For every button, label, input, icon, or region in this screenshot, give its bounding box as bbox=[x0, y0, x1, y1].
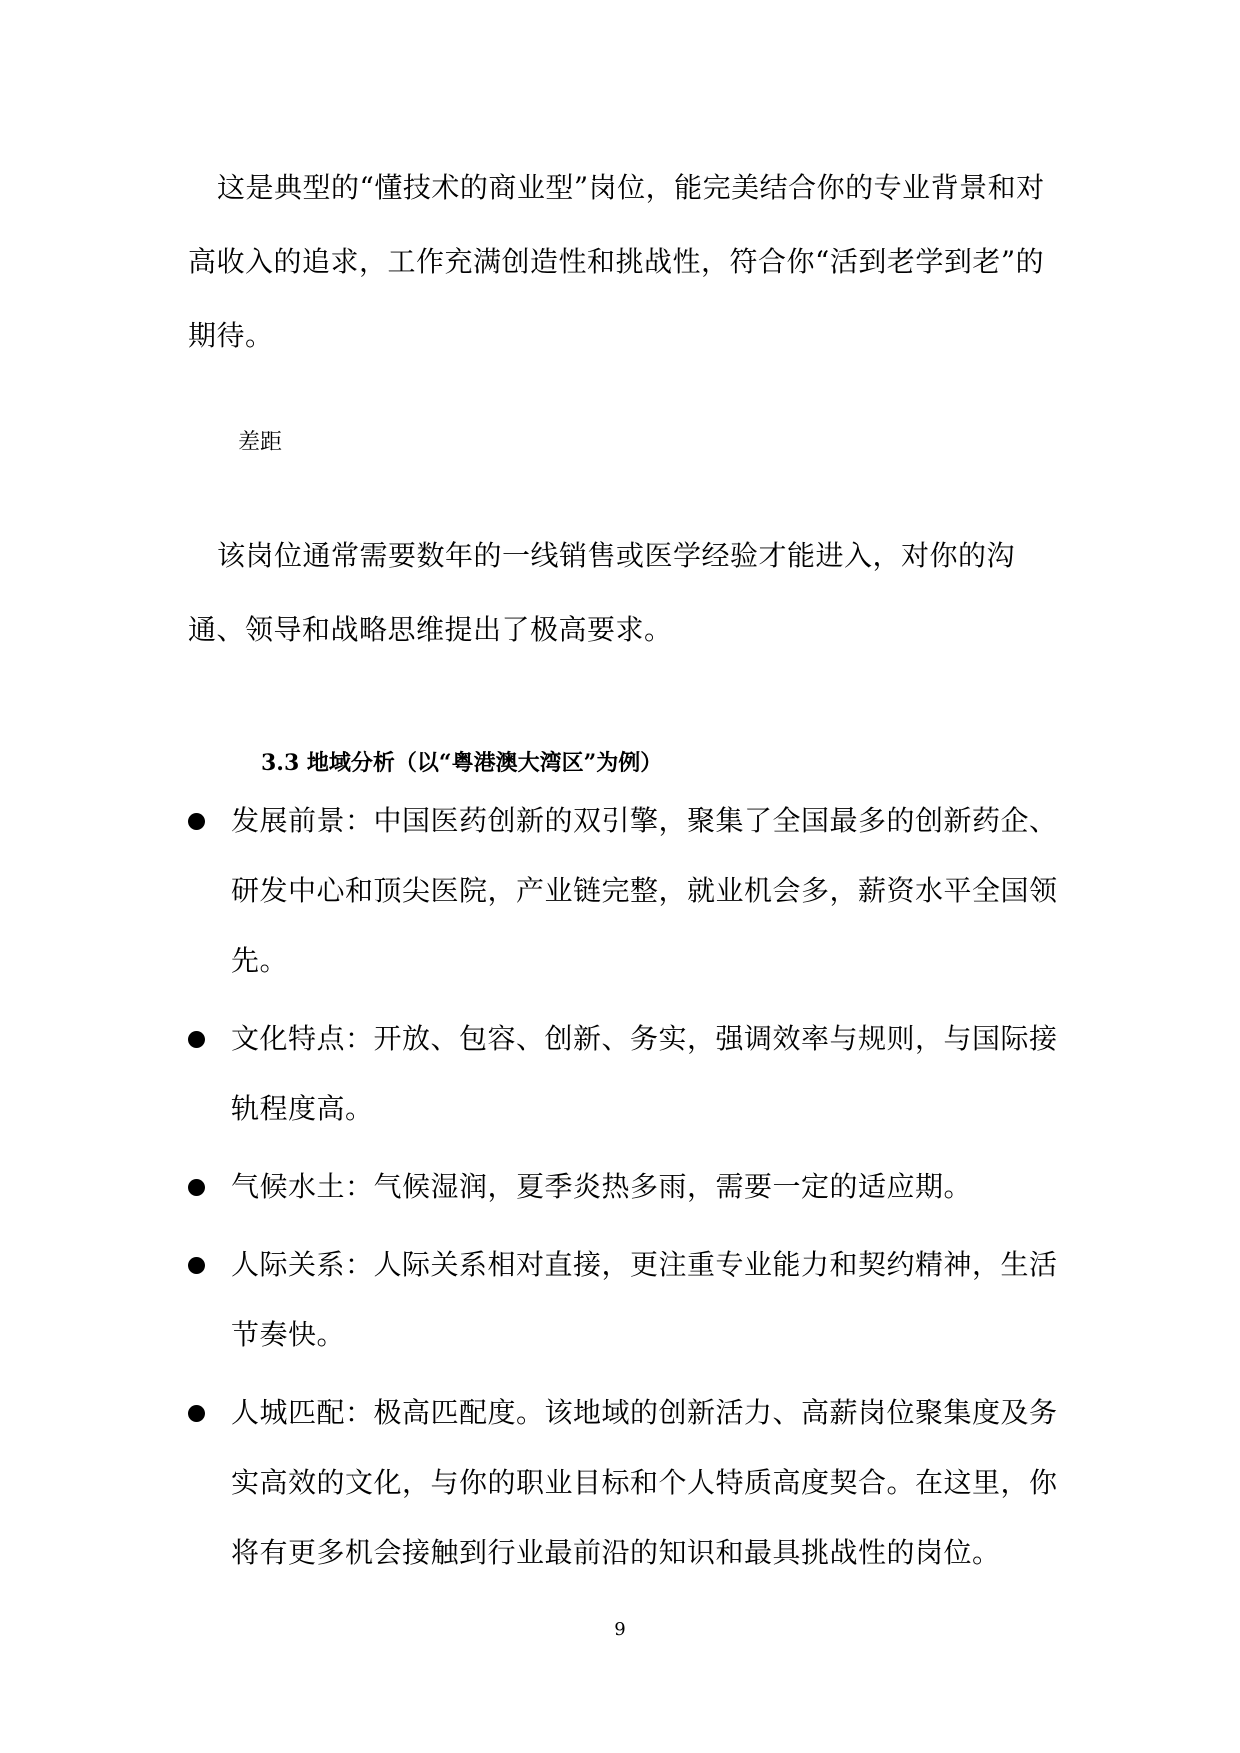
paragraph-role-fit: 这是典型的“懂技术的商业型”岗位，能完美结合你的专业背景和对高收入的追求，工作充满创造性和挑战性，符合你“活到老学到老”的期待。 bbox=[188, 171, 1045, 352]
list-item-text: 人际关系：人际关系相对直接，更注重专业能力和契约精神，生活节奏快。 bbox=[231, 1248, 1058, 1351]
regional-analysis-list bbox=[188, 786, 1068, 1596]
bullet-dot-icon bbox=[188, 1179, 205, 1196]
list-item-city-fit bbox=[188, 1378, 1068, 1588]
bullet-dot-icon bbox=[188, 1031, 205, 1048]
subheading-gap: 差距 bbox=[238, 430, 283, 455]
section-title-regional-analysis: 3.3 地域分析（以“粤港澳大湾区”为例） bbox=[261, 750, 663, 776]
list-item-development-prospects bbox=[188, 786, 1068, 996]
list-item-culture bbox=[188, 1004, 1068, 1144]
bullet-dot-icon bbox=[188, 1257, 205, 1274]
bullet-dot-icon bbox=[188, 813, 205, 830]
bullet-dot-icon bbox=[188, 1405, 205, 1422]
list-item-text: 文化特点：开放、包容、创新、务实，强调效率与规则，与国际接轨程度高。 bbox=[231, 1022, 1058, 1125]
paragraph-role-gap: 该岗位通常需要数年的一线销售或医学经验才能进入，对你的沟通、领导和战略思维提出了极高要求。 bbox=[188, 539, 1016, 646]
list-item-text: 发展前景：中国医药创新的双引擎，聚集了全国最多的创新药企、研发中心和顶尖医院，产业链完整，就业机会多，薪资水平全国领先。 bbox=[231, 804, 1058, 977]
list-item-text: 气候水土：气候湿润，夏季炎热多雨，需要一定的适应期。 bbox=[231, 1170, 973, 1203]
list-item-text: 人城匹配：极高匹配度。该地域的创新活力、高薪岗位聚集度及务实高效的文化，与你的职业目标和个人特质高度契合。在这里，你将有更多机会接触到行业最前沿的知识和最具挑战性的岗位。 bbox=[231, 1396, 1058, 1569]
list-item-relationships bbox=[188, 1230, 1068, 1370]
list-item-climate bbox=[188, 1152, 1068, 1222]
page-number: 9 bbox=[614, 1619, 626, 1640]
